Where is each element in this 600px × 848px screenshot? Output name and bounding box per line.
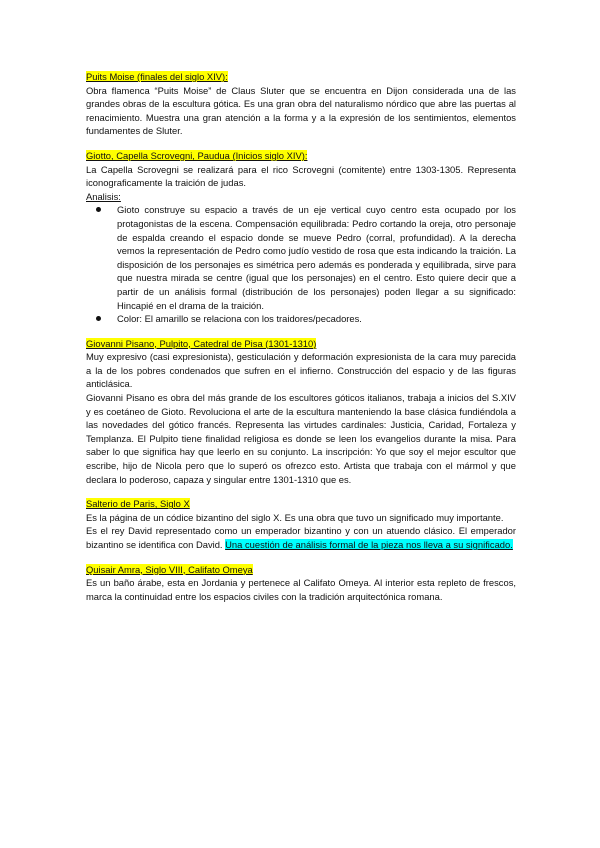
list-item: Gioto construye su espacio a través de un eje vertical cuyo centro esta ocupado por los protagonistas de la escena. Compensación equilibrada: Pedro cortando la oreja, otro personaje de espalda creando el espacio donde se mueve Pedro (corral, profundidad). A la derecha vemos la representación de Pedro como judío vestido de rosa que esta indicando la traición. La disposición de los personajes es simétrica pero además es ponderada y equilibrada, sirve para que nuestra mirada se centre (igual que los personajes) en el centro. Esto quiere decir que a partir de un análisis formal (distribución de los personajes) poden llegar a su significado: Hincapié en el drama de la traición. <box>117 204 516 311</box>
section-paragraph: La Capella Scrovegni se realizará para el rico Scrovegni (comitente) entre 1303-1305. Representa iconograficamente la traición de judas. <box>86 163 516 189</box>
section-paragraph <box>86 524 516 551</box>
analysis-list <box>86 203 516 325</box>
section-paragraph: Muy expresivo (casi expresionista), gesticulación y deformación expresionista de la cara muy parecida a la de los pobres condenados que sufren en el infierno. Construcción del espacio y de las figuras anticlásica. <box>86 351 516 390</box>
section-title: Quisair Amra, Siglo VIII, Califato Omeya <box>86 563 253 575</box>
section-paragraph: Es un baño árabe, esta en Jordania y pertenece al Califato Omeya. Al interior esta repleto de frescos, marca la continuidad entre los espacios civiles con la tradición arquitectónica romana. <box>86 577 516 602</box>
section-giotto <box>86 149 516 326</box>
section-title: Puits Moise (finales del siglo XIV): <box>86 71 228 82</box>
section-paragraph: Es la página de un códice bizantino del siglo X. Es una obra que tuvo un significado muy importante. <box>86 511 504 523</box>
section-paragraph: Obra flamenca “Puits Moise” de Claus Sluter que se encuentra en Dijon considerada una de las grandes obras de la escultura gótica. Es una gran obra del naturalismo nórdico que abre las puertas al renacimiento. Muestra una gran atención a la forma y a la expresión de los sentimientos, elementos fundamentes de Sluter. <box>86 84 516 137</box>
highlighted-text: Una cuestión de análisis formal de la pieza nos lleva a su significado. <box>225 539 513 550</box>
section-salterio <box>86 497 516 551</box>
section-title: Giotto, Capella Scrovegni, Paudua (Inicios siglo XIV): <box>86 149 308 161</box>
section-paragraph: Giovanni Pisano es obra del más grande de los escultores góticos italianos, trabaja a inicios del S.XIV y es coetáneo de Gioto. Revoluciona el arte de la escultura manteniendo la base clásica fundiéndola a las novedades del gótico francés. Representa las virtudes cardinales: Justicia, Caridad, Fortaleza y Templanza. El Pulpito tiene finalidad religiosa es donde se leen los evangelios durante la misa. Para saber lo que significa hay que leerlo en su conjunto. La inscripción: Yo que soy el mejor escultor que escribe, hijo de Nicola pero que lo superó os ofrezco esto. Artista que trabaja con el mármol y que declara lo poderoso, capaza y singular entre 1301-1310 que es. <box>86 392 516 485</box>
analysis-subheading: Analisis: <box>86 190 121 202</box>
section-title: Salterio de Paris, Siglo X <box>86 498 190 510</box>
section-puits-moise <box>86 70 516 138</box>
section-giovanni-pisano <box>86 337 516 487</box>
section-quisair-amra <box>86 563 516 604</box>
list-item: Color: El amarillo se relaciona con los traidores/pecadores. <box>117 312 516 326</box>
section-title: Giovanni Pisano, Pulpito, Catedral de Pisa (1301-1310) <box>86 337 317 349</box>
paragraph-text: Es el rey David representado como un emperador bizantino y con un atuendo clásico. El emperador bizantino se identifica con David. <box>86 525 516 550</box>
